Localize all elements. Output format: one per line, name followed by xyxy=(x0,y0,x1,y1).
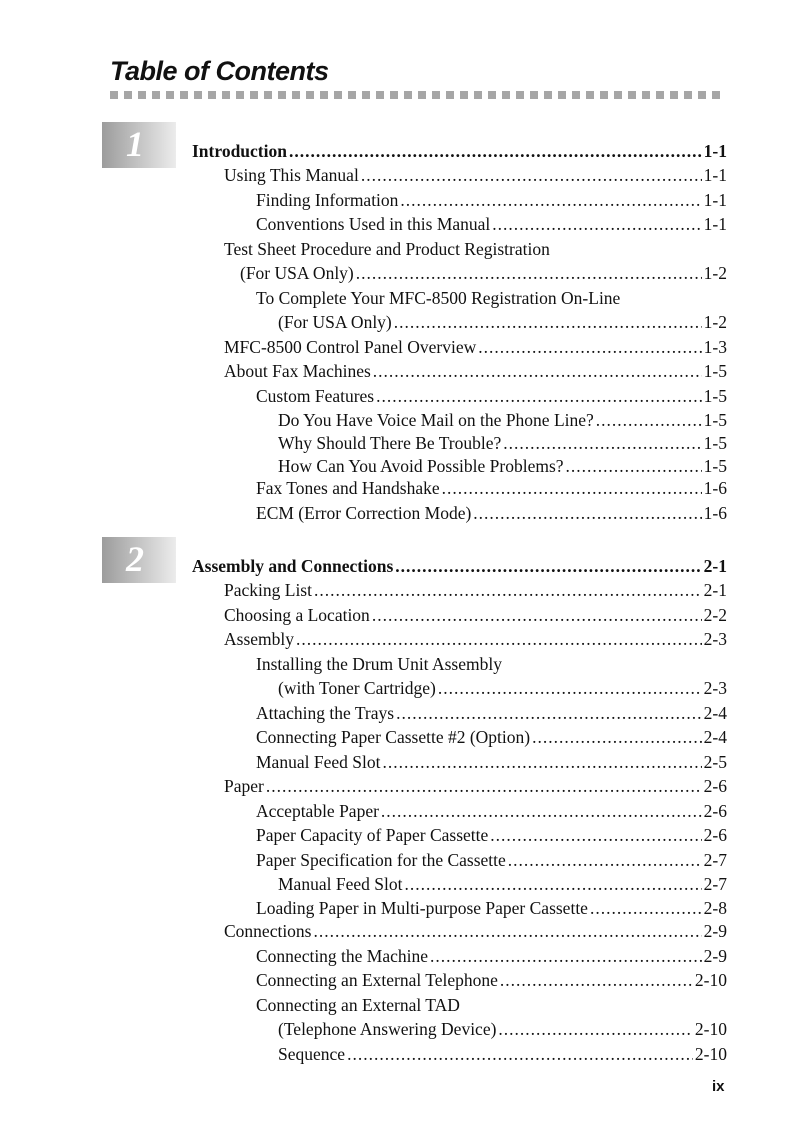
toc-entry-page: 1-5 xyxy=(703,410,727,430)
toc-entry-page: 2-10 xyxy=(694,1044,727,1064)
toc-chapter-2-heading[interactable] xyxy=(192,555,727,577)
title-dashed-rule xyxy=(110,91,725,99)
toc-entry-page: 2-4 xyxy=(703,727,727,747)
toc-entry-title: Introduction xyxy=(192,141,287,161)
toc-entry[interactable] xyxy=(256,502,727,524)
toc-entry-page: 2-6 xyxy=(703,801,727,821)
toc-entry[interactable] xyxy=(240,262,727,284)
toc-entry-title-line1[interactable]: Installing the Drum Unit Assembly xyxy=(256,654,502,674)
toc-entry[interactable] xyxy=(278,873,727,895)
toc-entry-page: 2-3 xyxy=(703,678,727,698)
toc-entry-title: (Telephone Answering Device) xyxy=(278,1019,497,1039)
toc-entry-page: 2-9 xyxy=(703,921,727,941)
toc-entry-page: 1-5 xyxy=(703,386,727,406)
toc-entry-title: Paper xyxy=(224,776,264,796)
toc-entry[interactable] xyxy=(224,604,727,626)
toc-entry-page: 2-6 xyxy=(703,825,727,845)
toc-entry-page: 2-8 xyxy=(703,898,727,918)
toc-entry-title: Assembly and Connections xyxy=(192,556,394,576)
toc-entry-title: Connections xyxy=(224,921,312,941)
toc-entry[interactable] xyxy=(256,849,727,871)
toc-entry-page: 1-5 xyxy=(703,433,727,453)
toc-entry[interactable] xyxy=(278,1018,727,1040)
toc-entry[interactable] xyxy=(256,477,727,499)
toc-entry[interactable] xyxy=(224,360,727,382)
toc-entry[interactable] xyxy=(224,628,727,650)
toc-entry-title: Sequence xyxy=(278,1044,346,1064)
toc-entry-title: Assembly xyxy=(224,629,294,649)
toc-entry-title-line1[interactable]: To Complete Your MFC-8500 Registration On-Line xyxy=(256,288,621,308)
toc-entry-page: 2-2 xyxy=(703,605,727,625)
toc-entry-page: 2-5 xyxy=(703,752,727,772)
toc-entry[interactable] xyxy=(224,336,727,358)
toc-entry-title: Packing List xyxy=(224,580,312,600)
toc-entry-page: 1-2 xyxy=(703,312,727,332)
page-title: Table of Contents xyxy=(110,56,329,86)
toc-entry[interactable] xyxy=(224,164,727,186)
toc-entry[interactable] xyxy=(256,189,727,211)
toc-entry[interactable] xyxy=(256,824,727,846)
toc-entry-title: (For USA Only) xyxy=(278,312,392,332)
toc-entry-title: (For USA Only) xyxy=(240,263,354,283)
toc-entry[interactable] xyxy=(278,311,727,333)
toc-entry-title: Acceptable Paper xyxy=(256,801,379,821)
toc-entry[interactable] xyxy=(256,897,727,919)
toc-chapter-1-heading[interactable] xyxy=(192,140,727,162)
toc-entry-page: 1-1 xyxy=(703,214,727,234)
chapter-2-number: 2 xyxy=(126,539,144,579)
toc-entry-title: Custom Features xyxy=(256,386,375,406)
toc-entry-page: 1-1 xyxy=(703,190,727,210)
toc-entry[interactable] xyxy=(256,800,727,822)
toc-entry-title: Loading Paper in Multi-purpose Paper Cassette xyxy=(256,898,588,918)
toc-entry[interactable] xyxy=(278,432,727,454)
toc-entry[interactable] xyxy=(278,409,727,431)
toc-entry-title: Choosing a Location xyxy=(224,605,370,625)
toc-entry-title: Conventions Used in this Manual xyxy=(256,214,491,234)
toc-entry[interactable] xyxy=(256,702,727,724)
toc-entry-title: Paper Specification for the Cassette xyxy=(256,850,506,870)
toc-entry-title: How Can You Avoid Possible Problems? xyxy=(278,456,564,476)
toc-entry-title: About Fax Machines xyxy=(224,361,371,381)
toc-entry[interactable] xyxy=(256,213,727,235)
toc-entry-page: 2-4 xyxy=(703,703,727,723)
toc-entry[interactable] xyxy=(278,677,727,699)
toc-entry[interactable] xyxy=(224,579,727,601)
toc-entry-page: 1-2 xyxy=(703,263,727,283)
toc-entry-page: 2-10 xyxy=(694,970,727,990)
toc-entry-title: Connecting an External Telephone xyxy=(256,970,498,990)
toc-entry-title: Connecting the Machine xyxy=(256,946,429,966)
chapter-1-tab xyxy=(102,122,176,168)
toc-entry-title: Using This Manual xyxy=(224,165,359,185)
toc-entry-page: 1-1 xyxy=(703,165,727,185)
toc-entry[interactable] xyxy=(278,455,727,477)
chapter-1-number: 1 xyxy=(126,124,144,164)
toc-entry-title: Finding Information xyxy=(256,190,399,210)
toc-entry[interactable] xyxy=(256,969,727,991)
toc-entry[interactable] xyxy=(256,751,727,773)
toc-entry-title: MFC-8500 Control Panel Overview xyxy=(224,337,477,357)
toc-entry-page: 1-1 xyxy=(703,141,727,161)
toc-entry-page: 2-3 xyxy=(703,629,727,649)
toc-entry-title-line1[interactable]: Test Sheet Procedure and Product Registration xyxy=(224,239,550,259)
toc-entry-page: 1-3 xyxy=(703,337,727,357)
toc-entry-page: 2-1 xyxy=(703,556,727,576)
toc-entry-page: 2-1 xyxy=(703,580,727,600)
toc-entry[interactable] xyxy=(256,726,727,748)
toc-entry-title: Do You Have Voice Mail on the Phone Line? xyxy=(278,410,594,430)
toc-entry-title: Fax Tones and Handshake xyxy=(256,478,440,498)
toc-entry-title: Connecting Paper Cassette #2 (Option) xyxy=(256,727,531,747)
page-number: ix xyxy=(712,1078,725,1095)
toc-entry-title: Manual Feed Slot xyxy=(256,752,381,772)
toc-entry-title: ECM (Error Correction Mode) xyxy=(256,503,472,523)
toc-entry-page: 1-6 xyxy=(703,503,727,523)
toc-entry[interactable] xyxy=(256,945,727,967)
toc-entry[interactable] xyxy=(224,920,727,942)
toc-entry[interactable] xyxy=(224,775,727,797)
toc-entry-title: Manual Feed Slot xyxy=(278,874,403,894)
toc-entry-page: 2-9 xyxy=(703,946,727,966)
toc-entry-page: 2-7 xyxy=(703,850,727,870)
toc-entry-page: 2-6 xyxy=(703,776,727,796)
toc-entry-page: 2-10 xyxy=(694,1019,727,1039)
toc-entry-title: Attaching the Trays xyxy=(256,703,395,723)
toc-entry-title-line1[interactable]: Connecting an External TAD xyxy=(256,995,460,1015)
toc-entry[interactable] xyxy=(256,385,727,407)
chapter-2-tab xyxy=(102,537,176,583)
toc-entry-page: 1-5 xyxy=(703,361,727,381)
toc-entry-title: Paper Capacity of Paper Cassette xyxy=(256,825,489,845)
toc-entry-page: 1-6 xyxy=(703,478,727,498)
toc-entry-title: (with Toner Cartridge) xyxy=(278,678,436,698)
toc-entry-title: Why Should There Be Trouble? xyxy=(278,433,502,453)
toc-entry-page: 2-7 xyxy=(703,874,727,894)
toc-entry-page: 1-5 xyxy=(703,456,727,476)
toc-entry[interactable] xyxy=(278,1043,727,1065)
